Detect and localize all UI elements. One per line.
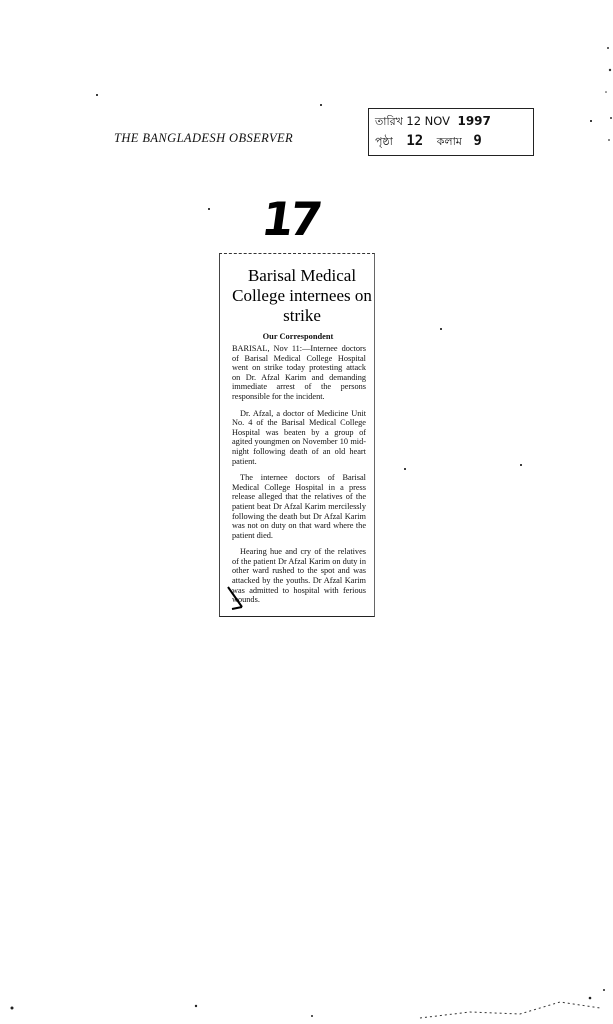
scan-noise	[0, 978, 613, 1024]
stamp-date-label: তারিখ	[375, 115, 403, 128]
stamp-date-row	[375, 113, 491, 132]
newspaper-masthead: THE BANGLADESH OBSERVER	[114, 131, 294, 145]
stamp-page-label: পৃষ্ঠা	[375, 135, 393, 148]
stamp-column-label: কলাম	[436, 135, 462, 148]
scan-speck	[404, 468, 406, 470]
pen-mark	[226, 585, 246, 611]
article-body	[232, 344, 366, 612]
scan-speck	[520, 464, 522, 466]
article-headline: Barisal Medical College internees on strike	[232, 266, 372, 325]
newspaper-clipping	[219, 253, 375, 617]
stamp-date-value: 12 NOV	[406, 114, 450, 128]
stamp-page-value: 12	[406, 133, 424, 149]
article-paragraph: Hearing hue and cry of the relatives of the patient Dr Afzal Karim on duty in other ward rushed to the spot and was attacked by the youths. Dr Afzal Karim was admitted to hospital with ferious wounds.	[232, 547, 366, 605]
article-paragraph: The internee doctors of Barisal Medical College Hospital in a press release alleged that the relatives of the patient beat Dr Afzal Karim mercilessly following the death but Dr Afzal Karim was not on duty on that ward where the patient died.	[232, 473, 366, 540]
stamp-column-value: 9	[473, 133, 482, 149]
archive-stamp	[368, 108, 534, 156]
handwritten-number: 17	[258, 192, 322, 246]
scan-speck	[320, 104, 322, 106]
scan-speck	[590, 120, 592, 122]
stamp-page-row	[375, 133, 482, 152]
scan-speck	[208, 208, 210, 210]
stamp-year: 1997	[457, 114, 491, 128]
scan-speck	[96, 94, 98, 96]
article-paragraph: BARISAL, Nov 11:—Internee doctors of Barisal Medical College Hospital went on strike today protesting attack on Dr. Afzal Karim and demanding immediate arrest of the persons responsible for the incident.	[232, 344, 366, 401]
scan-speck	[440, 328, 442, 330]
article-byline: Our Correspondent	[262, 332, 334, 341]
article-paragraph: Dr. Afzal, a doctor of Medicine Unit No. 4 of the Barisal Medical College Hospital was beaten by a group of agited youngmen on November 10 mid-night following death of an old heart patient.	[232, 408, 366, 466]
page-edge-noise	[599, 40, 613, 150]
